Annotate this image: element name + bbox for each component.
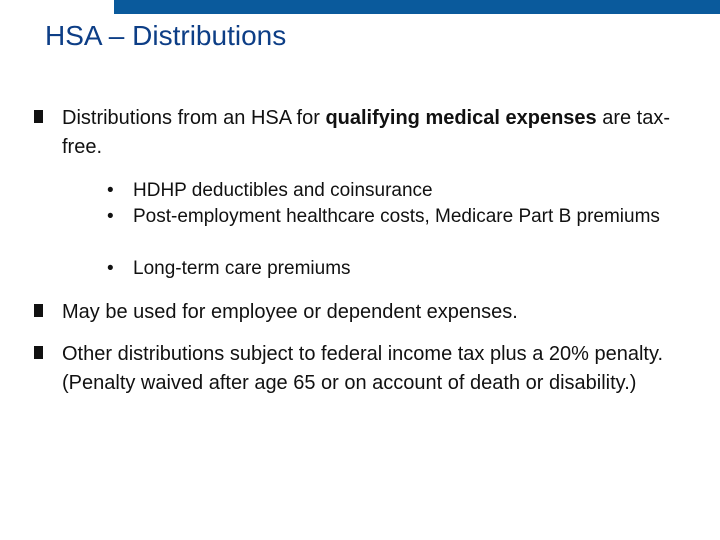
bullet-text: are tax-free.	[62, 107, 671, 158]
bullet-item	[62, 340, 682, 398]
dot-bullet-icon: •	[107, 258, 114, 279]
bullet-item	[62, 298, 682, 327]
bullet-text: Distributions from an HSA for	[62, 107, 326, 129]
dot-bullet-icon: •	[107, 206, 114, 227]
header-accent-bar	[114, 0, 720, 14]
bullet-bold-text: qualifying medical expenses	[325, 107, 597, 129]
square-bullet-icon	[34, 110, 43, 123]
sub-bullet-item	[107, 256, 673, 282]
slide-title: HSA – Distributions	[45, 20, 287, 51]
bullet-text: Other distributions subject to federal income tax plus a 20% penalty. (Penalty waived after age 65 or on account of death or disability.)	[62, 343, 664, 394]
bullet-text: May be used for employee or dependent expenses.	[62, 301, 518, 323]
dot-bullet-icon: •	[107, 180, 114, 201]
square-bullet-icon	[34, 346, 43, 359]
bullet-item	[62, 104, 682, 162]
sub-bullet-text: Long-term care premiums	[133, 258, 351, 279]
sub-bullet-text: Post-employment healthcare costs, Medicare Part B premiums	[133, 206, 660, 227]
sub-bullet-item	[107, 178, 673, 204]
sub-bullet-text: HDHP deductibles and coinsurance	[133, 180, 433, 201]
square-bullet-icon	[34, 304, 43, 317]
sub-bullet-item	[107, 204, 673, 230]
